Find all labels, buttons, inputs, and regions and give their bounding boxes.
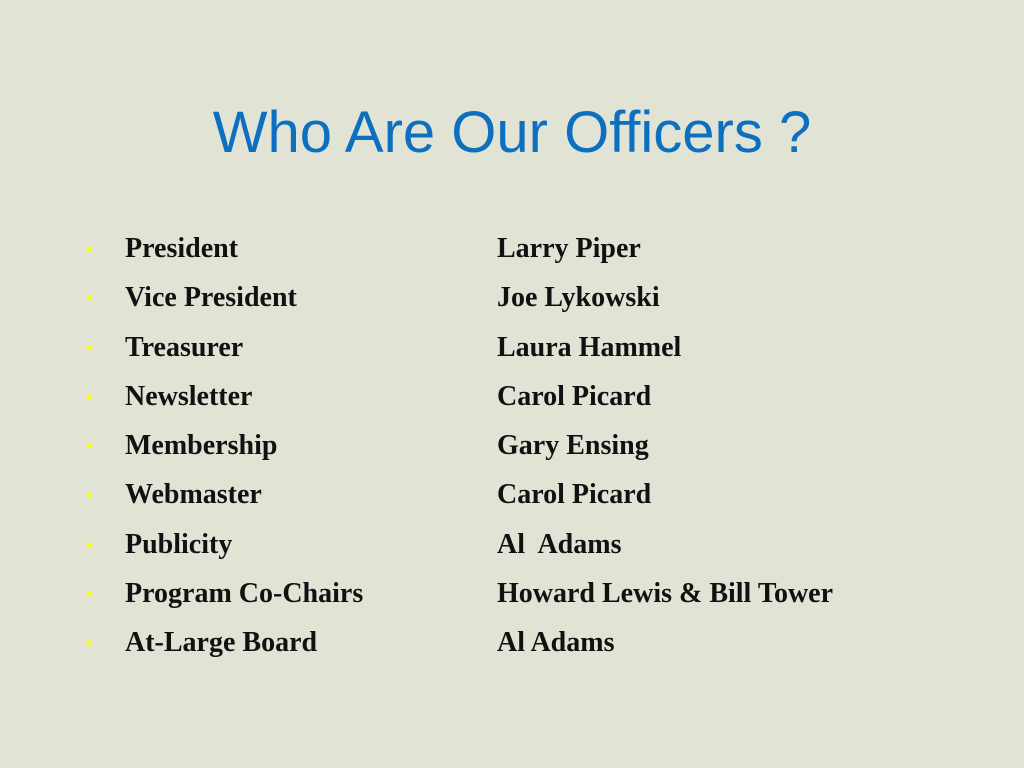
officer-name: Carol Picard [497, 380, 652, 412]
officer-name: Carol Picard [497, 479, 652, 511]
officer-list [86, 228, 986, 672]
officer-role: Treasurer [125, 331, 244, 363]
officer-row-vice-president [86, 277, 986, 326]
bullet-icon: • [86, 485, 93, 506]
officer-name: Al Adams [497, 528, 622, 560]
officer-role: Publicity [125, 528, 233, 560]
officer-name: Al Adams [497, 627, 615, 659]
officer-name: Laura Hammel [497, 331, 682, 363]
bullet-icon: • [86, 337, 93, 358]
bullet-icon: • [86, 239, 93, 259]
officer-role: Membership [125, 430, 278, 462]
officer-row-at-large-board [86, 622, 986, 671]
officer-row-membership [86, 425, 986, 474]
officer-role: Webmaster [125, 479, 262, 511]
bullet-icon: • [86, 288, 93, 309]
slide-title: Who Are Our Officers ? [212, 100, 812, 165]
officer-role: Vice President [125, 282, 297, 314]
officer-name: Gary Ensing [497, 430, 649, 462]
officer-name: Howard Lewis & Bill Tower [497, 578, 834, 610]
bullet-icon: • [86, 584, 93, 605]
officer-row-newsletter [86, 376, 986, 425]
officer-name: Joe Lykowski [497, 282, 660, 314]
officer-row-program-co-chairs [86, 573, 986, 622]
bullet-icon: • [86, 534, 93, 555]
officer-row-treasurer [86, 327, 986, 376]
officer-row-webmaster [86, 474, 986, 523]
bullet-icon: • [86, 436, 93, 457]
bullet-icon: • [86, 633, 93, 654]
officer-role: President [125, 233, 239, 264]
officer-role: At-Large Board [125, 627, 318, 659]
officer-row-president [86, 228, 986, 277]
officer-role: Program Co-Chairs [125, 578, 364, 610]
bullet-icon: • [86, 386, 93, 407]
officer-role: Newsletter [125, 380, 253, 412]
officer-row-publicity [86, 524, 986, 573]
officer-name: Larry Piper [497, 233, 641, 264]
